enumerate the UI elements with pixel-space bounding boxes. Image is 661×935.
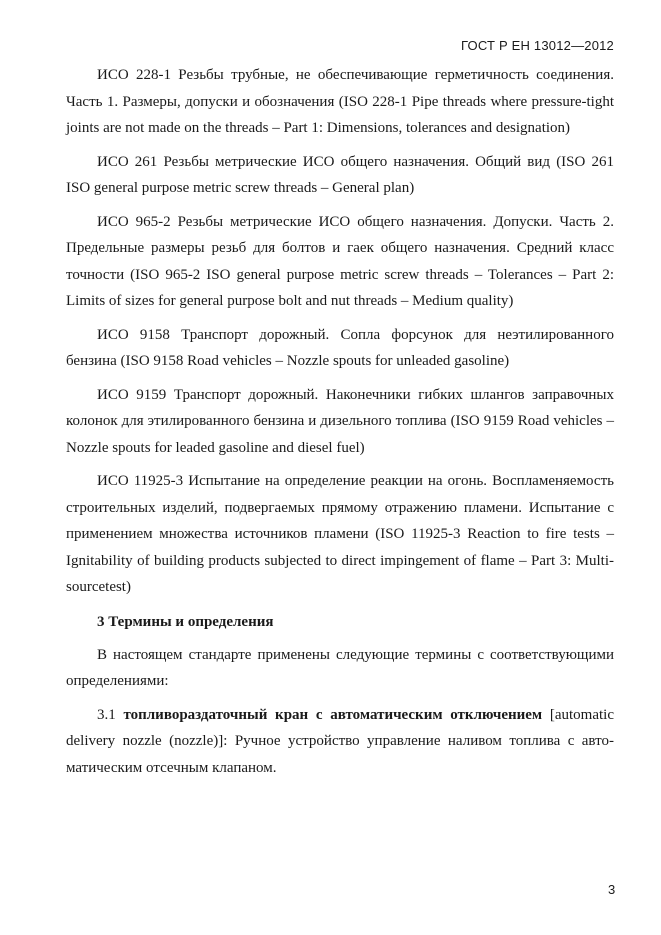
reference-iso-9159: ИСО 9159 Транспорт дорожный. Наконечники гибких шлангов заправочных колонок для этилированного бензина и дизельного топлива (ISO 9159 Road vehicles – Nozzle spouts for leaded gasoline and diesel fuel) (66, 386, 614, 456)
document-header-standard: ГОСТ Р ЕН 13012—2012 (461, 38, 614, 53)
reference-iso-228-1: ИСО 228-1 Резьбы трубные, не обеспечивающие герметичность соединения. Часть 1. Размеры, допуски и обозначения (ISO 228-1 Pipe threads where pressure-tight joints are not made on the threads – Part 1: Dimensions, tolerances and designation) (66, 67, 614, 136)
reference-iso-965-2: ИСО 965-2 Резьбы метрические ИСО общего назначения. Допуски. Часть 2. Предельные размеры резьб для болтов и гаек общего назначения. Средний класс точности (ISO 965-2 ISO general purpose metric screw threads – Tolerances – Part 2: Limits of sizes for general purpose bolt and nut threads – Medium quality) (66, 213, 614, 309)
reference-iso-11925-3: ИСО 11925-3 Испытание на определение реакции на огонь. Воспламеняемость строительных изделий, подвергаемых прямому отражению пламени. Испытание с применением множества источников пламени (ISO 11925-3 Reaction to fire tests – Ignitability of building products subjected to direct impingement of flame – Part 3: Multi-sourcetest) (66, 473, 614, 595)
section-intro: В настоящем стандарте применены следующие термины с соответствующими определениями: (66, 646, 614, 689)
term-number: 3.1 (97, 706, 124, 723)
page-number: 3 (608, 882, 616, 897)
term-definition-text: [automatic delivery nozzle (nozzle)]: Ручное устройство управление наливом топлива с автоматическим отсечным клапаном. (66, 706, 614, 776)
term-name: топливораздаточный кран с автоматическим отключением (123, 706, 543, 723)
reference-iso-9158: ИСО 9158 Транспорт дорожный. Сопла форсунок для неэтилированного бензина (ISO 9158 Road vehicles – Nozzle spouts for unleaded gasoline) (66, 326, 614, 369)
reference-iso-261: ИСО 261 Резьбы метрические ИСО общего назначения. Общий вид (ISO 261 ISO general purpose metric screw threads – General plan) (66, 153, 614, 196)
term-definition-3-1 (66, 702, 614, 782)
document-body (66, 62, 614, 788)
section-heading: 3 Термины и определения (97, 613, 274, 630)
